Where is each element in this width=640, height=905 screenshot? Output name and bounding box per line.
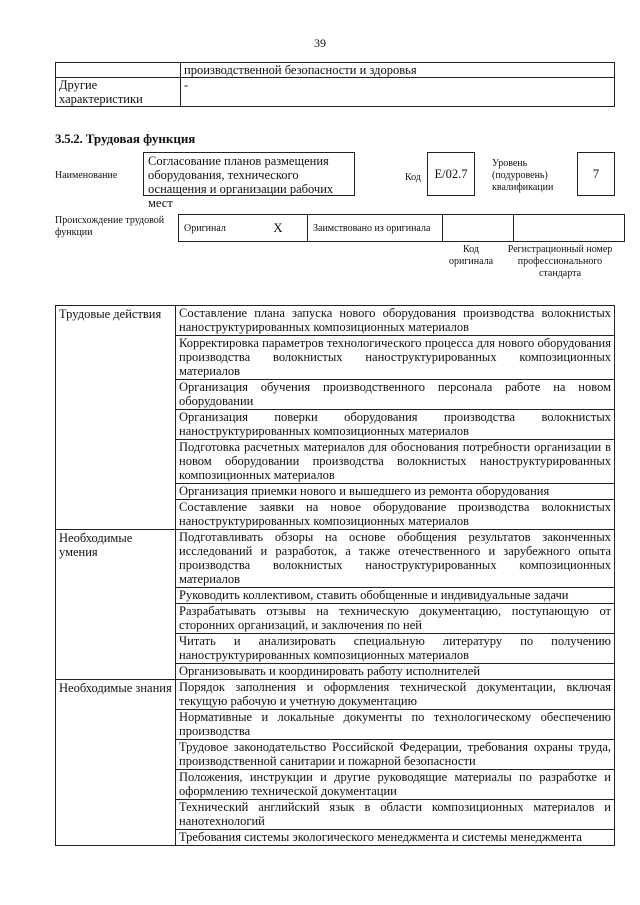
origin-table: [178, 214, 625, 242]
section-title: Трудовая функция: [85, 131, 196, 146]
other-characteristics-value: -: [181, 78, 615, 107]
continuation-text: производственной безопасности и здоровья: [181, 63, 615, 78]
function-details-table: [55, 305, 615, 846]
knowledge-item: Порядок заполнения и оформления технической документации, включая текущую рабочую и учетную документацию: [176, 680, 615, 710]
original-label: Оригинал: [179, 215, 250, 242]
level-label: Уровень (подуровень) квалификации: [492, 158, 554, 193]
origin-label: Происхождение трудовой функции: [55, 215, 165, 238]
knowledge-item: Требования системы экологического менеджмента и системы менеджмента: [176, 830, 615, 846]
page-number: 39: [314, 36, 326, 50]
code-original-caption: Код оригинала: [448, 244, 494, 267]
section-heading: [55, 131, 195, 147]
knowledge-item: Положения, инструкции и другие руководящие материалы по разработке и оформлению технической документации: [176, 770, 615, 800]
skill-item: Организовывать и координировать работу исполнителей: [176, 664, 615, 680]
name-label: Наименование: [55, 170, 118, 181]
skill-item: Подготавливать обзоры на основе обобщения результатов законченных исследований и разработок, а также отечественного и зарубежного опыта производства волокнистых наноструктурированных композиционных материалов: [176, 530, 615, 588]
knowledge-label: Необходимые знания: [56, 680, 176, 846]
origin-code-cell: [443, 215, 514, 242]
function-level-box: 7: [577, 152, 615, 196]
knowledge-item: Нормативные и локальные документы по технологическому обеспечению производства: [176, 710, 615, 740]
section-number: 3.5.2.: [55, 131, 83, 146]
labor-action-item: Составление заявки на новое оборудование производства волокнистых наноструктурированных композиционных материалов: [176, 500, 615, 530]
skills-label: Необходимые умения: [56, 530, 176, 680]
labor-actions-label: Трудовые действия: [56, 306, 176, 530]
skill-item: Руководить коллективом, ставить обобщенные и индивидуальные задачи: [176, 588, 615, 604]
labor-action-item: Организация обучения производственного персонала работе на новом оборудовании: [176, 380, 615, 410]
labor-action-item: Подготовка расчетных материалов для обоснования потребности организации в новом оборудовании производства волокнистых наноструктурированных композиционных материалов: [176, 440, 615, 484]
labor-action-item: Организация приемки нового и вышедшего из ремонта оборудования: [176, 484, 615, 500]
skill-item: Разрабатывать отзывы на техническую документацию, поступающую от сторонних организаций, и заключения по ней: [176, 604, 615, 634]
registration-number-caption: Регистрационный номер профессионального стандарта: [507, 244, 613, 279]
original-mark: X: [249, 215, 308, 242]
function-name-box: Согласование планов размещения оборудования, технического оснащения и организации рабочих мест: [143, 152, 355, 196]
borrowed-label: Заимствовано из оригинала: [308, 215, 443, 242]
origin-reg-cell: [514, 215, 625, 242]
labor-action-item: Составление плана запуска нового оборудования производства волокнистых наноструктурированных композиционных материалов: [176, 306, 615, 336]
other-characteristics-label: Другие характеристики: [56, 78, 181, 107]
labor-action-item: Организация поверки оборудования производства волокнистых наноструктурированных композиционных материалов: [176, 410, 615, 440]
top-continuation-table: [55, 62, 615, 107]
skill-item: Читать и анализировать специальную литературу по получению наноструктурированных композиционных материалов: [176, 634, 615, 664]
labor-action-item: Корректировка параметров технологического процесса для нового оборудования производства волокнистых наноструктурированных композиционных материалов: [176, 336, 615, 380]
function-code-box: E/02.7: [427, 152, 475, 196]
code-label: Код: [405, 172, 421, 183]
knowledge-item: Трудовое законодательство Российской Федерации, требования охраны труда, производственной санитарии и пожарной безопасности: [176, 740, 615, 770]
knowledge-item: Технический английский язык в области композиционных материалов и нанотехнологий: [176, 800, 615, 830]
